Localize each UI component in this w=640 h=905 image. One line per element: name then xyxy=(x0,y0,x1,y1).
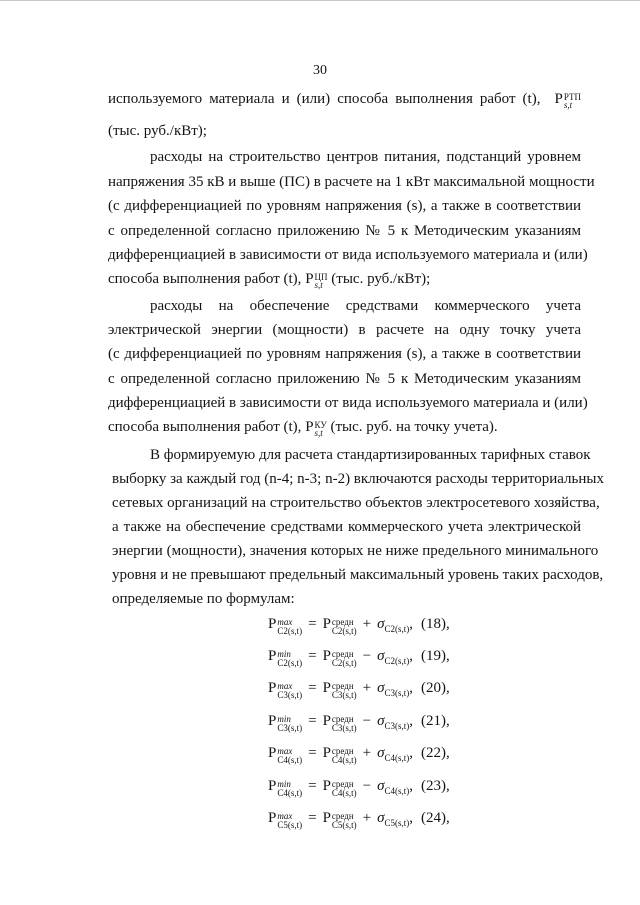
formula-row: P min C3(s,t) = P средн C3(s,t) − $\sigma_{C3(s,t)}$, (21), xyxy=(268,713,450,733)
text-line: а также на обеспечение средствами коммерческого учета электрической xyxy=(112,519,581,535)
text-line: определяемые по формулам: xyxy=(112,591,295,607)
formula-row: P min C4(s,t) = P средн C4(s,t) − $\sigma_{C4(s,t)}$, (23), xyxy=(268,778,450,798)
formula-row: P max C4(s,t) = P средн C4(s,t) + $\sigma_{C4(s,t)}$, (22), xyxy=(268,745,450,765)
text-line: (тыс. руб./кВт); xyxy=(108,123,207,139)
text-line: способа выполнения работ (t), P КУ s,t (тыс. руб. на точку учета). xyxy=(108,419,498,438)
text-line: сетевых организаций на строительство объектов электросетевого хозяйства, xyxy=(112,495,600,511)
text-line: (с дифференциацией по уровням напряжения (s), а также в соответствии xyxy=(108,346,581,362)
text-line: с определенной согласно приложению № 5 к Методическим указаниям xyxy=(108,371,581,387)
formula-row: P max C5(s,t) = P средн C5(s,t) + $\sigma_{C5(s,t)}$, (24), xyxy=(268,810,450,830)
text-line: энергии (мощности), значения которых не ниже предельного минимального xyxy=(112,543,599,559)
formula-row: P min C2(s,t) = P средн C2(s,t) − $\sigma_{C2(s,t)}$, (19), xyxy=(268,648,450,668)
text-line: электрической энергии (мощности) в расчете на одну точку учета xyxy=(108,322,581,338)
text-line: расходы на строительство центров питания, подстанций уровнем xyxy=(150,149,581,165)
formula-row: P max C3(s,t) = P средн C3(s,t) + $\sigma_{C3(s,t)}$, (20), xyxy=(268,680,450,700)
text-line: выборку за каждый год (n-4; n-3; n-2) включаются расходы территориальных xyxy=(112,471,604,487)
text-line: дифференциацией в зависимости от вида используемого материала и (или) xyxy=(108,395,588,411)
text-line: дифференциацией в зависимости от вида используемого материала и (или) xyxy=(108,247,588,263)
formula-row: P max C2(s,t) = P средн C2(s,t) + $\sigma_{C2(s,t)}$, (18), xyxy=(268,616,450,636)
text-line: расходы на обеспечение средствами коммерческого учета xyxy=(150,298,581,314)
text-line: (с дифференциацией по уровням напряжения (s), а также в соответствии xyxy=(108,198,581,214)
text-line: способа выполнения работ (t), P ЦП s,t (тыс. руб./кВт); xyxy=(108,271,431,290)
page-number: 30 xyxy=(313,63,327,78)
text-line: уровня и не превышают предельный максимальный уровень таких расходов, xyxy=(112,567,604,583)
text-line: используемого материала и (или) способа выполнения работ (t), P РТП s,t xyxy=(108,91,581,110)
text-line: В формируемую для расчета стандартизированных тарифных ставок xyxy=(150,447,591,463)
text-line: с определенной согласно приложению № 5 к Методическим указаниям xyxy=(108,223,581,239)
text-line: напряжения 35 кВ и выше (ПС) в расчете на 1 кВт максимальной мощности xyxy=(108,174,595,190)
